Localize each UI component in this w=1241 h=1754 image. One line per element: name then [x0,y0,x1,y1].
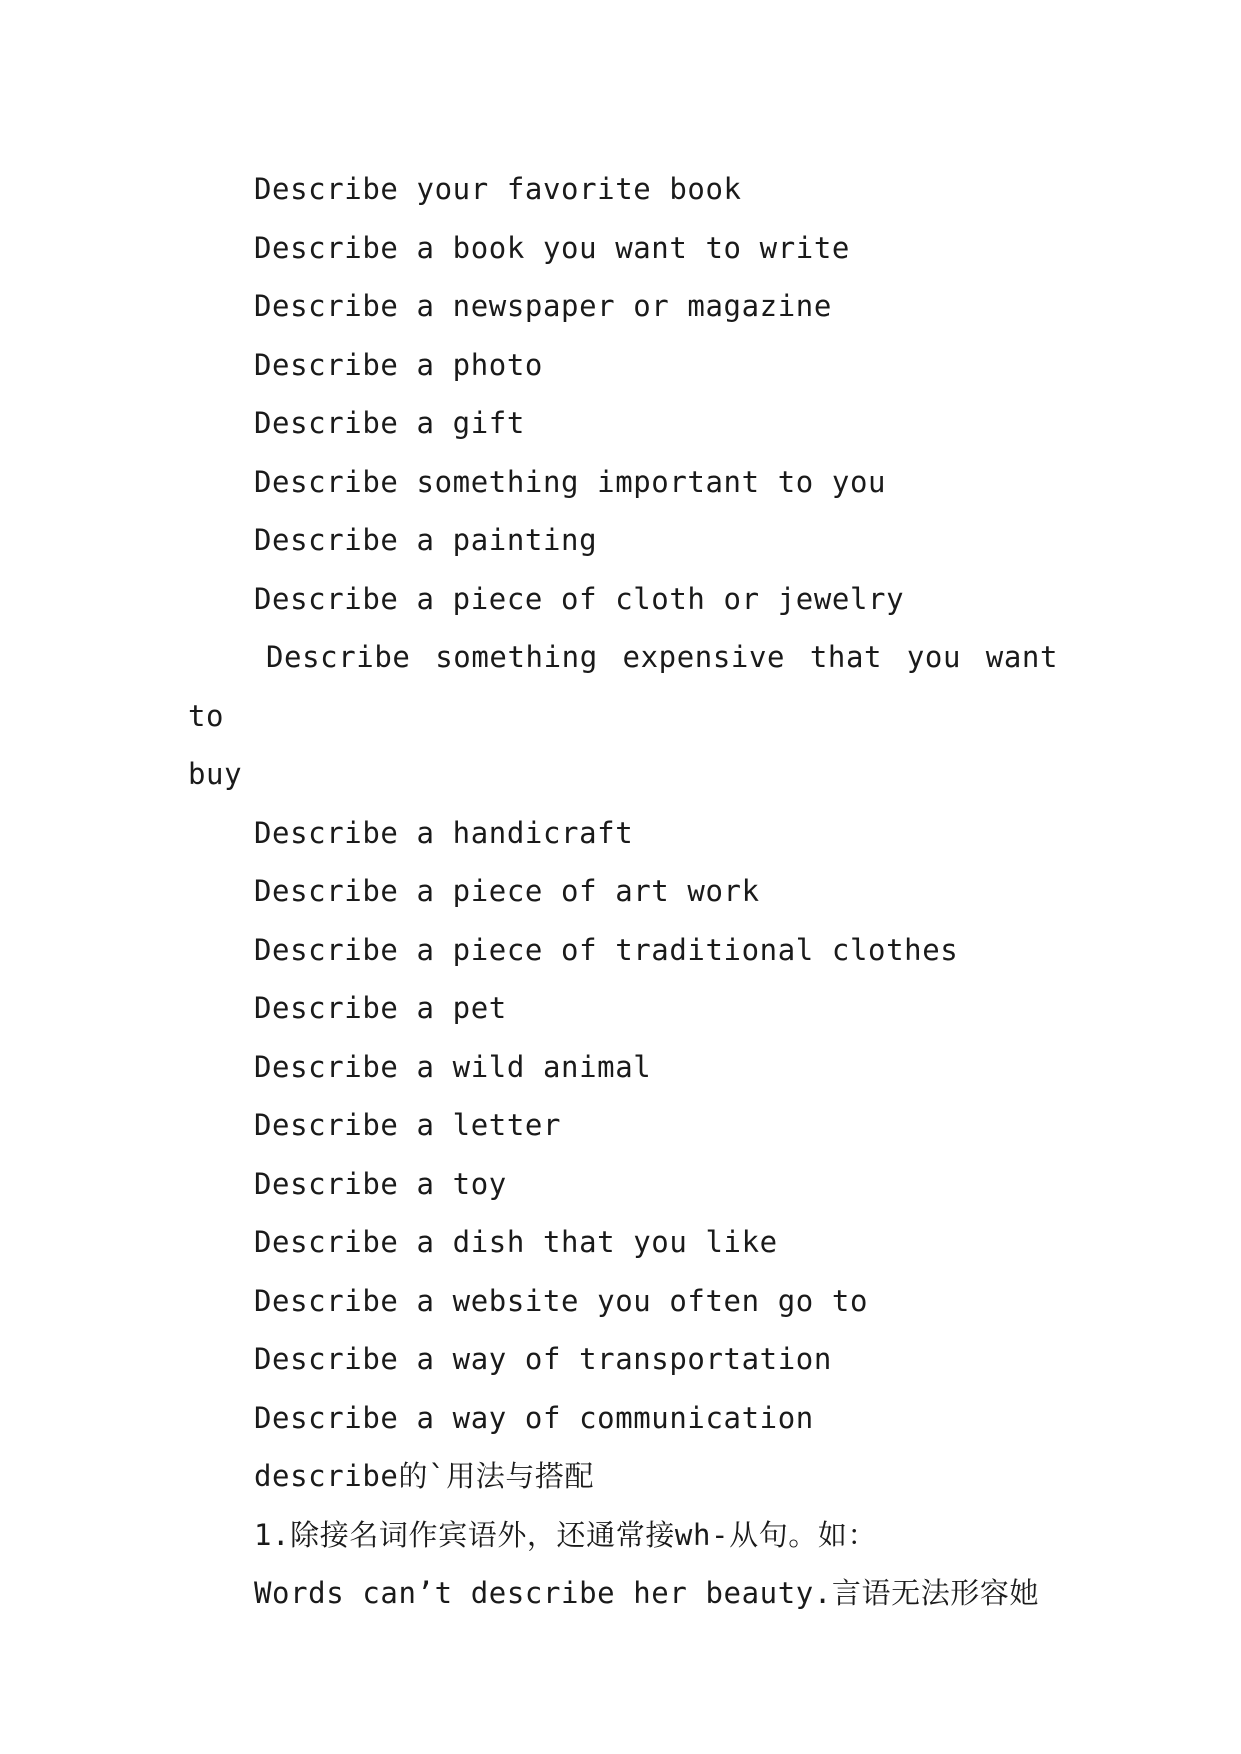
text-line: Describe a book you want to write [254,230,850,265]
text-line: Describe a gift [254,406,525,440]
text-line: Describe a way of communication [254,1400,814,1435]
text-line: Describe a piece of art work [254,874,760,908]
text-line: Describe a piece of traditional clothes [254,932,959,967]
text-line: Describe a piece of cloth or jewelry [254,581,905,616]
text-line: Describe a photo [254,347,543,382]
text-line: Describe a website you often go to [254,1283,869,1318]
text-line: Describe a way of transportation [254,1342,832,1376]
text-line: Describe a pet [254,991,507,1025]
text-line-wrapped-tail: buy [188,757,243,791]
section-heading: describe的`用法与搭配 [254,1459,595,1493]
text-line: Describe a dish that you like [254,1225,778,1259]
text-line: Describe a wild animal [254,1049,652,1084]
text-line: Describe your favorite book [254,172,742,206]
text-line: Describe a handicraft [254,815,634,850]
text-line: Describe a letter [254,1108,562,1142]
text-line-wrapped-first: Describe something expensive that you want to [188,640,1058,733]
document-body [188,160,1058,1623]
text-line: Describe a toy [254,1166,507,1201]
text-line: Describe a painting [254,523,598,557]
text-line: Describe a newspaper or magazine [254,289,832,323]
usage-rule: 1.除接名词作宾语外，还通常接wh-从句。如： [254,1517,878,1552]
example-sentence: Words can’t describe her beauty.言语无法形容她 [254,1576,1040,1610]
text-line: Describe something important to you [254,464,887,499]
